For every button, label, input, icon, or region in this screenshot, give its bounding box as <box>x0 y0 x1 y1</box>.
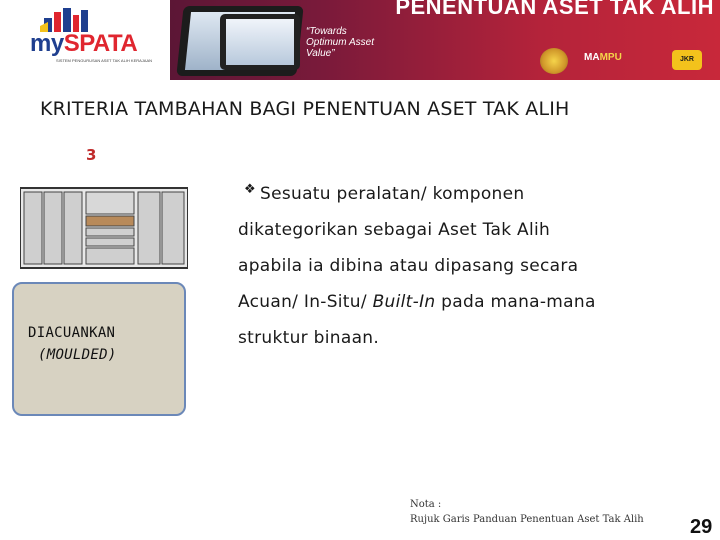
reference-note <box>410 497 644 527</box>
logo-wordmark <box>30 30 137 58</box>
page-heading: KRITERIA TAMBAHAN BAGI PENENTUAN ASET TAK ALIH <box>40 98 570 120</box>
body-line: Sesuatu peralatan/ komponen <box>260 184 525 204</box>
logo-prefix: my <box>30 30 64 57</box>
note-text: Rujuk Garis Panduan Penentuan Aset Tak Alih <box>410 514 644 525</box>
body-line: dikategorikan sebagai Aset Tak Alih <box>238 220 551 240</box>
note-label: Nota : <box>410 499 442 510</box>
criteria-body <box>238 176 708 356</box>
body-text-segment: pada mana-mana <box>435 292 596 312</box>
body-line: struktur binaan. <box>238 328 380 348</box>
cabinet-image <box>20 186 188 270</box>
caption-moulded-en: (MOULDED) <box>38 347 117 363</box>
bullet-icon: ❖ <box>244 182 256 197</box>
tablet-image-front <box>220 14 300 70</box>
mampu-logo <box>584 52 622 63</box>
building-icon <box>40 6 110 32</box>
logo-subtitle: SISTEM PENGURUSAN ASET TAK ALIH KERAJAAN <box>56 58 153 63</box>
mampu-logo-b: MPU <box>599 52 622 63</box>
slogan <box>306 26 396 59</box>
mampu-logo-a: MA <box>584 52 600 63</box>
body-line: apabila ia dibina atau dipasang secara <box>238 256 579 276</box>
header-banner <box>0 0 720 80</box>
logo-brand: SPATA <box>63 30 138 57</box>
slogan-line: “Towards <box>306 26 347 37</box>
criteria-number: 3 <box>86 146 97 164</box>
crest-icon <box>540 48 568 74</box>
caption-moulded-my: DIACUANKAN <box>28 325 116 341</box>
body-line <box>238 284 708 320</box>
banner-title: PENENTUAN ASET TAK ALIH <box>395 0 714 19</box>
jkr-logo: JKR <box>672 50 702 70</box>
myspata-logo <box>0 0 170 80</box>
page-number: 29 <box>690 516 713 538</box>
body-text-segment: Acuan/ In-Situ/ <box>238 292 373 312</box>
slogan-line: Optimum Asset <box>306 37 374 48</box>
body-text-built-in: Built-In <box>372 292 436 312</box>
slogan-line: Value” <box>306 48 335 59</box>
